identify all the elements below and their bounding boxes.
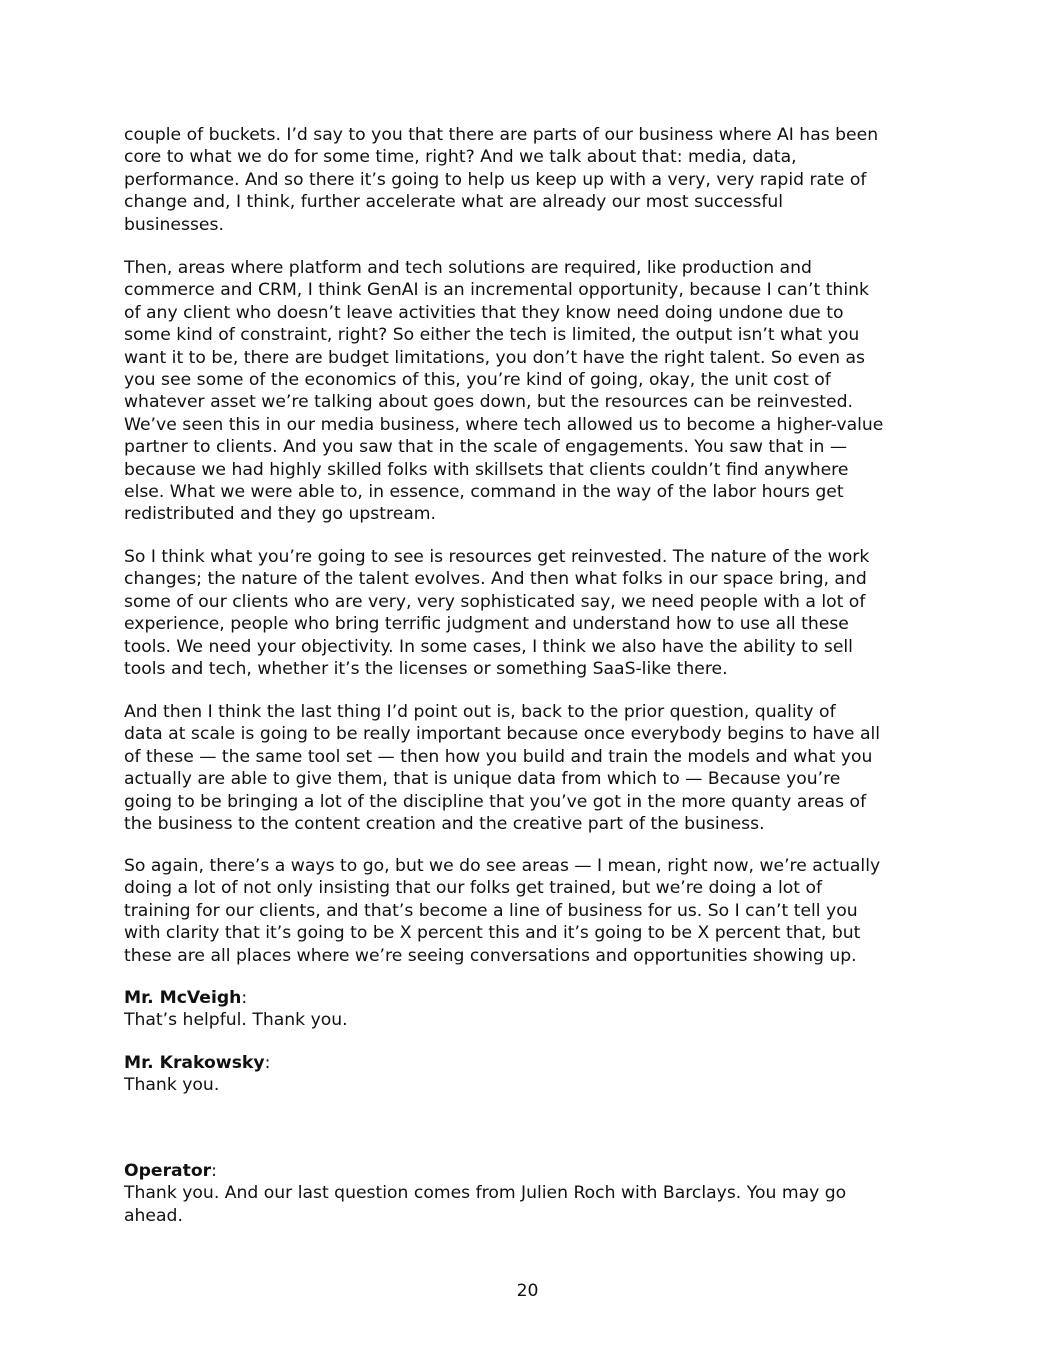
text-line: So I think what you’re going to see is resources get reinvested. The nature of the work	[124, 547, 870, 567]
text-line: So again, there’s a ways to go, but we do see areas — I mean, right now, we’re actually	[124, 856, 881, 876]
text-line: commerce and CRM, I think GenAI is an incremental opportunity, because I can’t think	[124, 280, 869, 301]
text-line: doing a lot of not only insisting that our folks get trained, but we’re doing a lot of	[124, 878, 823, 899]
speaker-label	[124, 1052, 270, 1074]
speaker-name: Mr. McVeigh	[124, 988, 242, 1008]
text-line: of any client who doesn’t leave activities that they know need doing undone due to	[124, 302, 844, 323]
text-line: That’s helpful. Thank you.	[124, 1010, 348, 1031]
text-line: tools and tech, whether it’s the licenses or something SaaS-like there.	[124, 658, 728, 679]
text-line: change and, I think, further accelerate what are already our most successful	[124, 192, 784, 213]
text-line: you see some of the economics of this, you’re kind of going, okay, the unit cost of	[124, 369, 831, 390]
text-line: whatever asset we’re talking about goes down, but the resources can be reinvested.	[124, 392, 853, 413]
text-line: partner to clients. And you saw that in the scale of engagements. You saw that in —	[124, 437, 848, 458]
text-line: And then I think the last thing I’d point out is, back to the prior question, quality of	[124, 702, 836, 722]
text-line: with clarity that it’s going to be X percent this and it’s going to be X percent that, but	[124, 923, 861, 944]
text-line: tools. We need your objectivity. In some cases, I think we also have the ability to sell	[124, 636, 853, 657]
paragraph	[124, 257, 883, 526]
text-line: couple of buckets. I’d say to you that there are parts of our business where AI has been	[124, 125, 879, 145]
text-line: core to what we do for some time, right? And we talk about that: media, data,	[124, 147, 797, 168]
paragraph	[124, 855, 880, 967]
text-line: ahead.	[124, 1205, 183, 1226]
text-line: training for our clients, and that’s become a line of business for us. So I can’t tell you	[124, 900, 858, 921]
speaker-colon: :	[264, 1053, 271, 1073]
speaker-turn	[124, 987, 348, 1032]
speaker-label	[124, 987, 348, 1009]
speaker-name: Mr. Krakowsky	[124, 1053, 265, 1073]
text-line: Thank you.	[124, 1075, 220, 1096]
speaker-colon: :	[241, 988, 248, 1008]
speaker-colon: :	[211, 1161, 217, 1181]
text-line: Thank you. And our last question comes from Julien Roch with Barclays. You may go	[124, 1183, 847, 1204]
text-line: the business to the content creation and the creative part of the business.	[124, 813, 765, 834]
paragraph	[124, 546, 869, 680]
text-line: businesses.	[124, 214, 224, 235]
text-line: actually are able to give them, that is unique data from which to — Because you’re	[124, 769, 841, 790]
text-line: want it to be, there are budget limitations, you don’t have the right talent. So even as	[124, 347, 865, 368]
paragraph	[124, 124, 878, 236]
text-line: because we had highly skilled folks with skillsets that clients couldn’t find anywhere	[124, 459, 849, 480]
text-line: else. What we were able to, in essence, command in the way of the labor hours get	[124, 481, 844, 502]
text-line: performance. And so there it’s going to help us keep up with a very, very rapid rate of	[124, 169, 867, 190]
speaker-turn	[124, 1052, 270, 1097]
text-line: redistributed and they go upstream.	[124, 504, 437, 525]
text-line: some kind of constraint, right? So either the tech is limited, the output isn’t what you	[124, 325, 860, 346]
text-line: these are all places where we’re seeing conversations and opportunities showing up.	[124, 945, 857, 966]
text-line: We’ve seen this in our media business, where tech allowed us to become a higher-value	[124, 414, 884, 435]
page-number: 20	[516, 1281, 539, 1301]
speaker-label	[124, 1160, 846, 1182]
text-line: experience, people who bring terrific judgment and understand how to use all these	[124, 614, 849, 635]
text-line: data at scale is going to be really important because once everybody begins to have all	[124, 724, 881, 745]
paragraph	[124, 701, 880, 835]
text-line: some of our clients who are very, very sophisticated say, we need people with a lot of	[124, 591, 866, 612]
text-line: going to be bringing a lot of the discipline that you’ve got in the more quanty areas of	[124, 791, 867, 812]
text-line: of these — the same tool set — then how you build and train the models and what you	[124, 746, 873, 767]
speaker-name: Operator	[124, 1161, 212, 1181]
speaker-turn	[124, 1160, 846, 1227]
text-line: Then, areas where platform and tech solutions are required, like production and	[124, 258, 812, 278]
text-line: changes; the nature of the talent evolves. And then what folks in our space bring, and	[124, 569, 867, 590]
